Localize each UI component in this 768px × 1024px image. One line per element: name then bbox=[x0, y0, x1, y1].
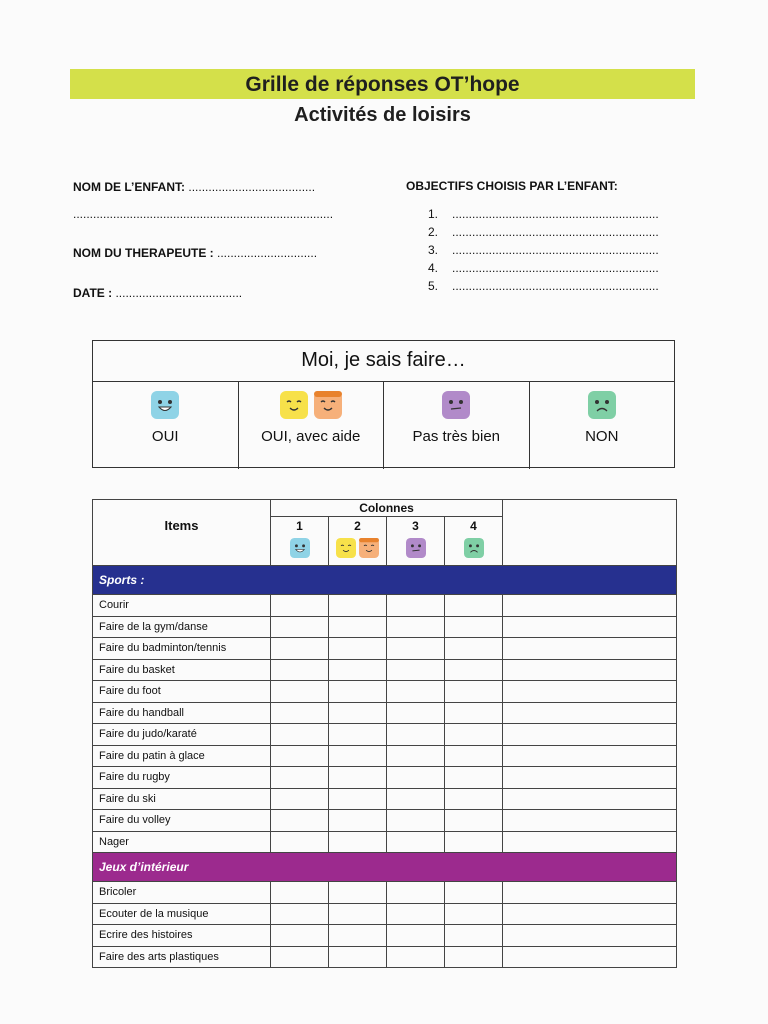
answer-cell-1[interactable] bbox=[271, 767, 329, 789]
blue-happy-face-icon bbox=[151, 391, 179, 419]
answer-cell-4[interactable] bbox=[445, 595, 503, 617]
table-row bbox=[93, 946, 677, 968]
title-banner: Grille de réponses OT’hope bbox=[70, 69, 695, 99]
answer-cell-3[interactable] bbox=[387, 810, 445, 832]
notes-cell[interactable] bbox=[503, 638, 677, 660]
objective-number: 5. bbox=[428, 279, 439, 293]
column-number: 4 bbox=[470, 519, 477, 533]
green-sad-face-icon bbox=[588, 391, 616, 419]
item-label: Faire des arts plastiques bbox=[93, 946, 271, 968]
item-label: Faire du badminton/tennis bbox=[93, 638, 271, 660]
objective-dots: .............................................................. bbox=[452, 225, 659, 239]
answer-cell-1[interactable] bbox=[271, 616, 329, 638]
extra-column-header bbox=[503, 500, 677, 566]
answer-cell-2[interactable] bbox=[329, 831, 387, 853]
purple-meh-face-icon bbox=[442, 391, 470, 419]
table-row bbox=[93, 702, 677, 724]
answer-cell-1[interactable] bbox=[271, 925, 329, 947]
date-label: DATE : bbox=[73, 286, 113, 300]
item-label: Faire du ski bbox=[93, 788, 271, 810]
answer-cell-4[interactable] bbox=[445, 831, 503, 853]
item-label: Nager bbox=[93, 831, 271, 853]
objective-dots: .............................................................. bbox=[452, 261, 659, 275]
answer-cell-2[interactable] bbox=[329, 767, 387, 789]
objective-number: 1. bbox=[428, 207, 439, 221]
table-row bbox=[93, 745, 677, 767]
answer-cell-1[interactable] bbox=[271, 788, 329, 810]
item-label: Faire de la gym/danse bbox=[93, 616, 271, 638]
answer-cell-4[interactable] bbox=[445, 946, 503, 968]
column-3-header bbox=[387, 517, 445, 566]
answer-cell-3[interactable] bbox=[387, 882, 445, 904]
table-row bbox=[93, 724, 677, 746]
item-label: Courir bbox=[93, 595, 271, 617]
answer-cell-4[interactable] bbox=[445, 745, 503, 767]
answer-cell-3[interactable] bbox=[387, 659, 445, 681]
answer-cell-4[interactable] bbox=[445, 882, 503, 904]
notes-cell[interactable] bbox=[503, 925, 677, 947]
table-row bbox=[93, 595, 677, 617]
legend-title: Moi, je sais faire… bbox=[93, 341, 674, 382]
answer-cell-2[interactable] bbox=[329, 724, 387, 746]
table-row bbox=[93, 925, 677, 947]
answer-cell-4[interactable] bbox=[445, 616, 503, 638]
answer-cell-3[interactable] bbox=[387, 745, 445, 767]
purple-meh-face-icon bbox=[406, 538, 426, 558]
answer-cell-3[interactable] bbox=[387, 702, 445, 724]
objective-dots: .............................................................. bbox=[452, 279, 659, 293]
objective-line[interactable] bbox=[428, 259, 659, 277]
answer-cell-1[interactable] bbox=[271, 946, 329, 968]
answer-cell-2[interactable] bbox=[329, 903, 387, 925]
column-1-header bbox=[271, 517, 329, 566]
legend-label: Pas très bien bbox=[412, 428, 501, 445]
answer-cell-3[interactable] bbox=[387, 903, 445, 925]
notes-cell[interactable] bbox=[503, 724, 677, 746]
answer-cell-1[interactable] bbox=[271, 638, 329, 660]
page-subtitle: Activités de loisirs bbox=[294, 104, 471, 126]
objective-number: 3. bbox=[428, 243, 439, 257]
answer-cell-2[interactable] bbox=[329, 946, 387, 968]
objective-dots: .............................................................. bbox=[452, 207, 659, 221]
therapist-dots: .............................. bbox=[217, 246, 318, 260]
legend-label: NON bbox=[585, 428, 619, 445]
column-4-header bbox=[445, 517, 503, 566]
notes-cell[interactable] bbox=[503, 810, 677, 832]
objective-number: 2. bbox=[428, 225, 439, 239]
column-2-header bbox=[329, 517, 387, 566]
green-sad-face-icon bbox=[464, 538, 484, 558]
table-row bbox=[93, 767, 677, 789]
date-field[interactable] bbox=[73, 286, 242, 300]
answer-cell-4[interactable] bbox=[445, 925, 503, 947]
notes-cell[interactable] bbox=[503, 903, 677, 925]
answer-cell-3[interactable] bbox=[387, 925, 445, 947]
notes-cell[interactable] bbox=[503, 946, 677, 968]
child-name-label: NOM DE L’ENFANT: bbox=[73, 180, 186, 194]
blue-happy-face-icon bbox=[290, 538, 310, 558]
item-label: Faire du basket bbox=[93, 659, 271, 681]
legend-label: OUI, avec aide bbox=[261, 428, 361, 445]
item-label: Ecrire des histoires bbox=[93, 925, 271, 947]
answer-cell-4[interactable] bbox=[445, 659, 503, 681]
answer-cell-1[interactable] bbox=[271, 810, 329, 832]
yellow-smile-face-icon bbox=[280, 391, 308, 419]
answer-cell-2[interactable] bbox=[329, 702, 387, 724]
legend-oui-avec-aide bbox=[239, 382, 385, 469]
section-title: Sports : bbox=[93, 566, 677, 595]
answer-cell-1[interactable] bbox=[271, 882, 329, 904]
answer-cell-2[interactable] bbox=[329, 788, 387, 810]
table-row bbox=[93, 810, 677, 832]
answer-cell-1[interactable] bbox=[271, 659, 329, 681]
objectives-label: OBJECTIFS CHOISIS PAR L’ENFANT: bbox=[406, 179, 618, 193]
answer-cell-2[interactable] bbox=[329, 745, 387, 767]
legend-oui bbox=[93, 382, 239, 469]
table-row bbox=[93, 788, 677, 810]
answer-cell-3[interactable] bbox=[387, 946, 445, 968]
objective-line[interactable] bbox=[428, 277, 659, 295]
section-row bbox=[93, 853, 677, 882]
answer-cell-3[interactable] bbox=[387, 616, 445, 638]
notes-cell[interactable] bbox=[503, 702, 677, 724]
answer-cell-3[interactable] bbox=[387, 788, 445, 810]
table-row bbox=[93, 831, 677, 853]
objective-dots: .............................................................. bbox=[452, 243, 659, 257]
legend-box bbox=[92, 340, 675, 468]
answer-cell-4[interactable] bbox=[445, 638, 503, 660]
answer-cell-4[interactable] bbox=[445, 788, 503, 810]
answer-cell-1[interactable] bbox=[271, 681, 329, 703]
answer-cell-4[interactable] bbox=[445, 810, 503, 832]
legend-non bbox=[530, 382, 675, 469]
answer-cell-1[interactable] bbox=[271, 903, 329, 925]
answer-cell-1[interactable] bbox=[271, 724, 329, 746]
answer-cell-1[interactable] bbox=[271, 745, 329, 767]
item-label: Ecouter de la musique bbox=[93, 903, 271, 925]
answer-cell-4[interactable] bbox=[445, 903, 503, 925]
answer-cell-2[interactable] bbox=[329, 925, 387, 947]
legend-pas-tres-bien bbox=[384, 382, 530, 469]
therapist-field[interactable] bbox=[73, 246, 317, 260]
notes-cell[interactable] bbox=[503, 659, 677, 681]
section-title: Jeux d’intérieur bbox=[93, 853, 677, 882]
objective-line[interactable] bbox=[428, 205, 659, 223]
table-row bbox=[93, 659, 677, 681]
answer-cell-4[interactable] bbox=[445, 724, 503, 746]
notes-cell[interactable] bbox=[503, 595, 677, 617]
answer-cell-2[interactable] bbox=[329, 681, 387, 703]
notes-cell[interactable] bbox=[503, 745, 677, 767]
child-name-dots: ...................................... bbox=[188, 180, 316, 194]
notes-cell[interactable] bbox=[503, 767, 677, 789]
answer-cell-2[interactable] bbox=[329, 810, 387, 832]
column-number: 3 bbox=[412, 519, 419, 533]
column-number: 2 bbox=[354, 519, 361, 533]
objective-line[interactable] bbox=[428, 223, 659, 241]
answer-grid bbox=[92, 499, 677, 968]
answer-cell-3[interactable] bbox=[387, 724, 445, 746]
answer-cell-3[interactable] bbox=[387, 638, 445, 660]
notes-cell[interactable] bbox=[503, 831, 677, 853]
table-row bbox=[93, 681, 677, 703]
orange-smile-face-icon bbox=[314, 391, 342, 419]
child-name-field[interactable] bbox=[73, 180, 315, 194]
legend-label: OUI bbox=[151, 428, 179, 445]
columns-header: Colonnes bbox=[271, 500, 503, 517]
child-name-line2[interactable] bbox=[73, 207, 333, 221]
child-name-line2-dots: .............................................................................. bbox=[73, 207, 334, 221]
item-label: Bricoler bbox=[93, 882, 271, 904]
answer-cell-2[interactable] bbox=[329, 882, 387, 904]
notes-cell[interactable] bbox=[503, 882, 677, 904]
column-number: 1 bbox=[296, 519, 303, 533]
answer-cell-1[interactable] bbox=[271, 831, 329, 853]
answer-cell-3[interactable] bbox=[387, 831, 445, 853]
date-dots: ...................................... bbox=[115, 286, 243, 300]
answer-cell-3[interactable] bbox=[387, 681, 445, 703]
table-row bbox=[93, 903, 677, 925]
objectives-list bbox=[428, 205, 659, 295]
answer-cell-2[interactable] bbox=[329, 638, 387, 660]
item-label: Faire du foot bbox=[93, 681, 271, 703]
answer-cell-3[interactable] bbox=[387, 767, 445, 789]
section-row bbox=[93, 566, 677, 595]
answer-cell-2[interactable] bbox=[329, 595, 387, 617]
objective-number: 4. bbox=[428, 261, 439, 275]
answer-cell-1[interactable] bbox=[271, 595, 329, 617]
answer-cell-1[interactable] bbox=[271, 702, 329, 724]
therapist-label: NOM DU THERAPEUTE : bbox=[73, 246, 214, 260]
answer-cell-4[interactable] bbox=[445, 767, 503, 789]
answer-cell-2[interactable] bbox=[329, 616, 387, 638]
item-label: Faire du volley bbox=[93, 810, 271, 832]
objective-line[interactable] bbox=[428, 241, 659, 259]
items-header: Items bbox=[93, 500, 271, 566]
item-label: Faire du patin à glace bbox=[93, 745, 271, 767]
answer-cell-3[interactable] bbox=[387, 595, 445, 617]
notes-cell[interactable] bbox=[503, 616, 677, 638]
item-label: Faire du handball bbox=[93, 702, 271, 724]
notes-cell[interactable] bbox=[503, 681, 677, 703]
item-label: Faire du judo/karaté bbox=[93, 724, 271, 746]
notes-cell[interactable] bbox=[503, 788, 677, 810]
yellow-smile-face-icon bbox=[336, 538, 356, 558]
answer-cell-4[interactable] bbox=[445, 702, 503, 724]
answer-cell-4[interactable] bbox=[445, 681, 503, 703]
answer-cell-2[interactable] bbox=[329, 659, 387, 681]
table-row bbox=[93, 638, 677, 660]
table-row bbox=[93, 616, 677, 638]
table-row bbox=[93, 882, 677, 904]
item-label: Faire du rugby bbox=[93, 767, 271, 789]
orange-smile-face-icon bbox=[359, 538, 379, 558]
